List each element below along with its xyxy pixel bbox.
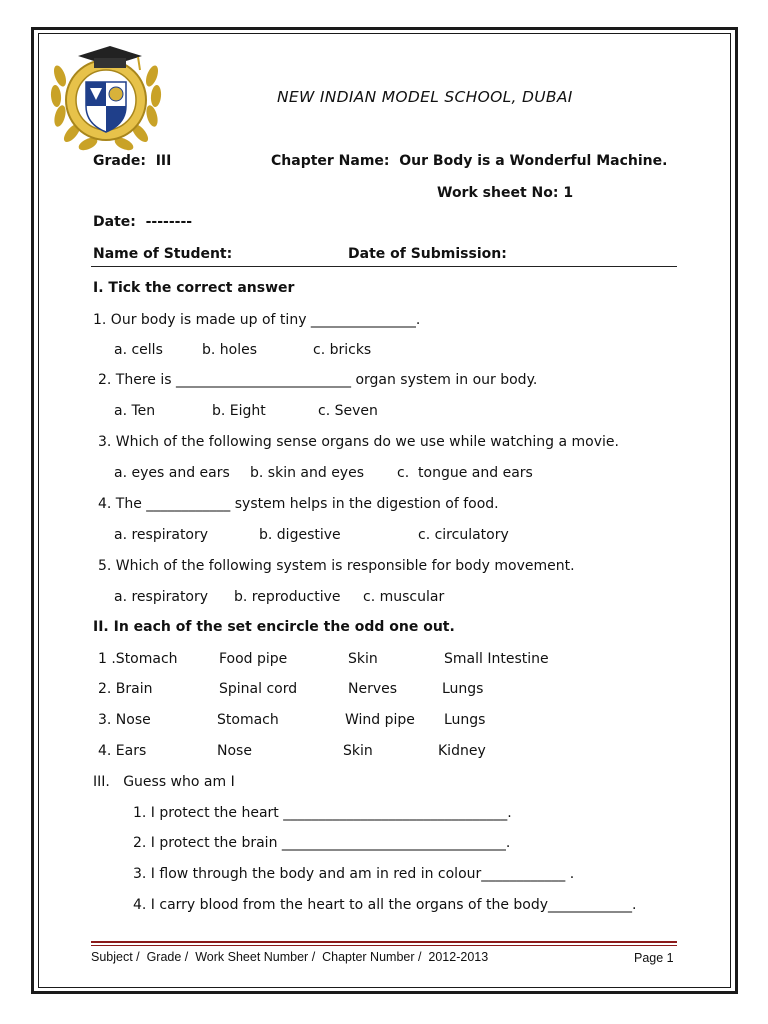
question-5: 5. Which of the following system is responsible for body movement.: [98, 558, 575, 574]
odd-row-3-item-3: Wind pipe: [345, 712, 415, 728]
footer-left-text: Subject / Grade / Work Sheet Number / Chapter Number / 2012-2013: [91, 950, 489, 964]
question-3: 3. Which of the following sense organs do we use while watching a movie.: [98, 434, 619, 450]
header-divider: [91, 266, 677, 267]
odd-row-2-item-1: 2. Brain: [98, 681, 153, 697]
odd-row-3-item-4: Lungs: [444, 712, 486, 728]
odd-row-1-item-1: 1 .Stomach: [98, 651, 178, 667]
odd-row-1-item-2: Food pipe: [219, 651, 288, 667]
q3-option-a: a. eyes and ears: [114, 465, 230, 481]
q2-option-a: a. Ten: [114, 403, 156, 419]
submission-date-label: Date of Submission:: [348, 246, 507, 262]
student-name-label: Name of Student:: [93, 246, 233, 262]
odd-row-4-item-3: Skin: [343, 743, 373, 759]
odd-row-4-item-2: Nose: [217, 743, 252, 759]
guess-item-2: 2. I protect the brain ________________________________.: [133, 835, 511, 851]
q3-option-c: c. tongue and ears: [397, 465, 533, 481]
school-name: NEW INDIAN MODEL SCHOOL, DUBAI: [277, 88, 573, 106]
footer-rule-thin: [91, 945, 677, 946]
odd-row-1-item-4: Small Intestine: [444, 651, 549, 667]
q4-option-b: b. digestive: [259, 527, 341, 543]
section3-title: III. Guess who am I: [93, 774, 235, 790]
question-4: 4. The ____________ system helps in the digestion of food.: [98, 496, 499, 512]
odd-row-3-item-1: 3. Nose: [98, 712, 151, 728]
school-crest-logo: [48, 36, 164, 154]
q4-option-c: c. circulatory: [418, 527, 509, 543]
odd-row-2-item-2: Spinal cord: [219, 681, 298, 697]
odd-row-3-item-2: Stomach: [217, 712, 279, 728]
q4-option-a: a. respiratory: [114, 527, 209, 543]
odd-row-4-item-1: 4. Ears: [98, 743, 147, 759]
guess-item-4: 4. I carry blood from the heart to all the organs of the body____________.: [133, 897, 637, 913]
q1-option-b: b. holes: [202, 342, 258, 358]
q3-option-b: b. skin and eyes: [250, 465, 364, 481]
worksheet-number: Work sheet No: 1: [437, 185, 574, 201]
date-field: Date: --------: [93, 214, 193, 230]
odd-row-4-item-4: Kidney: [438, 743, 486, 759]
question-2: 2. There is _________________________ organ system in our body.: [98, 372, 538, 388]
q5-option-b: b. reproductive: [234, 589, 341, 605]
q5-option-a: a. respiratory: [114, 589, 209, 605]
guess-item-1: 1. I protect the heart ________________________________.: [133, 805, 512, 821]
section2-title: II. In each of the set encircle the odd one out.: [93, 619, 455, 635]
q1-option-c: c. bricks: [313, 342, 372, 358]
q2-option-b: b. Eight: [212, 403, 266, 419]
grade-label: Grade: III: [93, 153, 172, 169]
q5-option-c: c. muscular: [363, 589, 445, 605]
chapter-name: Chapter Name: Our Body is a Wonderful Machine.: [271, 153, 668, 169]
guess-item-3: 3. I flow through the body and am in red in colour____________ .: [133, 866, 575, 882]
section1-title: I. Tick the correct answer: [93, 280, 295, 296]
odd-row-2-item-4: Lungs: [442, 681, 484, 697]
odd-row-1-item-3: Skin: [348, 651, 378, 667]
q2-option-c: c. Seven: [318, 403, 378, 419]
odd-row-2-item-3: Nerves: [348, 681, 398, 697]
question-1: 1. Our body is made up of tiny _______________.: [93, 312, 421, 328]
q1-option-a: a. cells: [114, 342, 163, 358]
footer-rule-thick: [91, 941, 677, 943]
footer-page-number: Page 1: [634, 951, 674, 965]
